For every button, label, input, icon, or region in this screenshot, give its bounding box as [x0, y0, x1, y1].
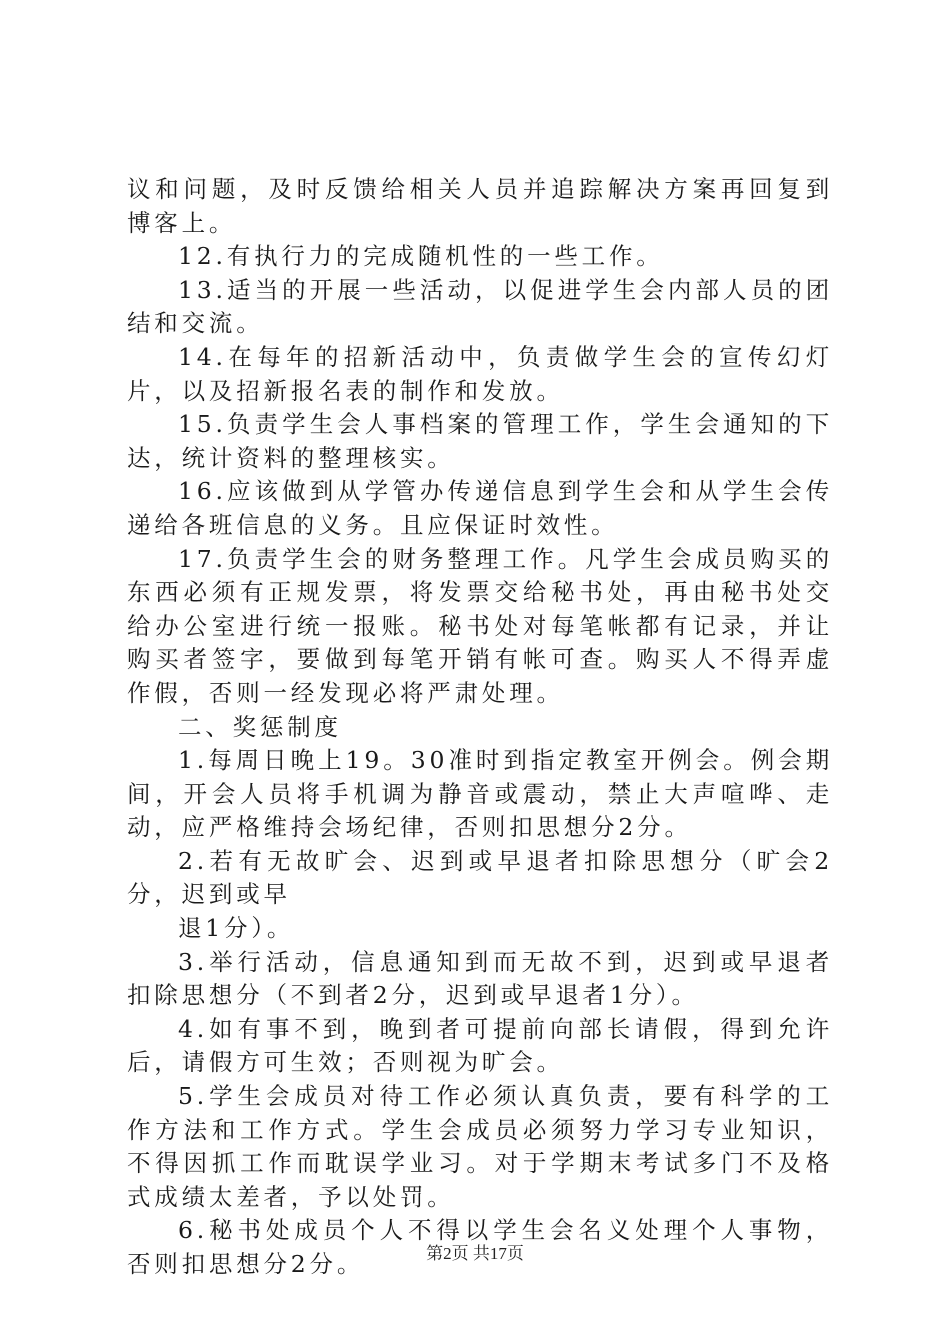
paragraph-rule-5: 5.学生会成员对待工作必须认真负责，要有科学的工作方法和工作方式。学生会成员必须努力学习专业知识，不得因抓工作而耽误学业习。对于学期末考试多门不及格式成绩太差者，予以处罚。	[127, 1082, 833, 1211]
paragraph-rule-4: 4.如有事不到，晚到者可提前向部长请假，得到允许后，请假方可生效；否则视为旷会。	[127, 1014, 833, 1077]
section-heading-rewards-penalties: 二、奖惩制度	[178, 712, 342, 741]
paragraph-item-14: 14.在每年的招新活动中，负责做学生会的宣传幻灯片，以及招新报名表的制作和发放。	[127, 342, 833, 405]
paragraph-rule-1: 1.每周日晚上19。30准时到指定教室开例会。例会期间，开会人员将手机调为静音或震动，禁止大声喧哗、走动，应严格维持会场纪律，否则扣思想分2分。	[127, 746, 833, 842]
paragraph-item-12: 12.有执行力的完成随机性的一些工作。	[178, 242, 664, 271]
paragraph-rule-2-tail: 退1分）。	[178, 914, 295, 943]
page-footer	[0, 1243, 950, 1265]
paragraph-rule-3: 3.举行活动，信息通知到而无故不到，迟到或早退者扣除思想分（不到者2分，迟到或早退者1分）。	[127, 947, 833, 1010]
paragraph-item-16: 16.应该做到从学管办传递信息到学生会和从学生会传递给各班信息的义务。且应保证时效性。	[127, 477, 833, 539]
document-body	[127, 173, 833, 1282]
paragraph-item-13: 13.适当的开展一些活动，以促进学生会内部人员的团结和交流。	[127, 275, 833, 338]
paragraph-item-15: 15.负责学生会人事档案的管理工作，学生会通知的下达，统计资料的整理核实。	[127, 410, 833, 472]
paragraph-rule-6: 6.秘书处成员个人不得以学生会名义处理个人事物，否则扣思想分2分。	[127, 1216, 833, 1278]
paragraph-continuation: 议和问题，及时反馈给相关人员并追踪解决方案再回复到博客上。	[127, 175, 833, 237]
page-number-label: 第2页 共17页	[426, 1244, 524, 1263]
paragraph-item-17: 17.负责学生会的财务整理工作。凡学生会成员购买的东西必须有正规发票，将发票交给秘书处，再由秘书处交给办公室进行统一报账。秘书处对每笔帐都有记录，并让购买者签字，要做到每笔开销有帐可查。购买人不得弄虚作假，否则一经发现必将严肃处理。	[127, 544, 833, 707]
paragraph-rule-2: 2.若有无故旷会、迟到或早退者扣除思想分（旷会2分，迟到或早	[127, 846, 833, 909]
